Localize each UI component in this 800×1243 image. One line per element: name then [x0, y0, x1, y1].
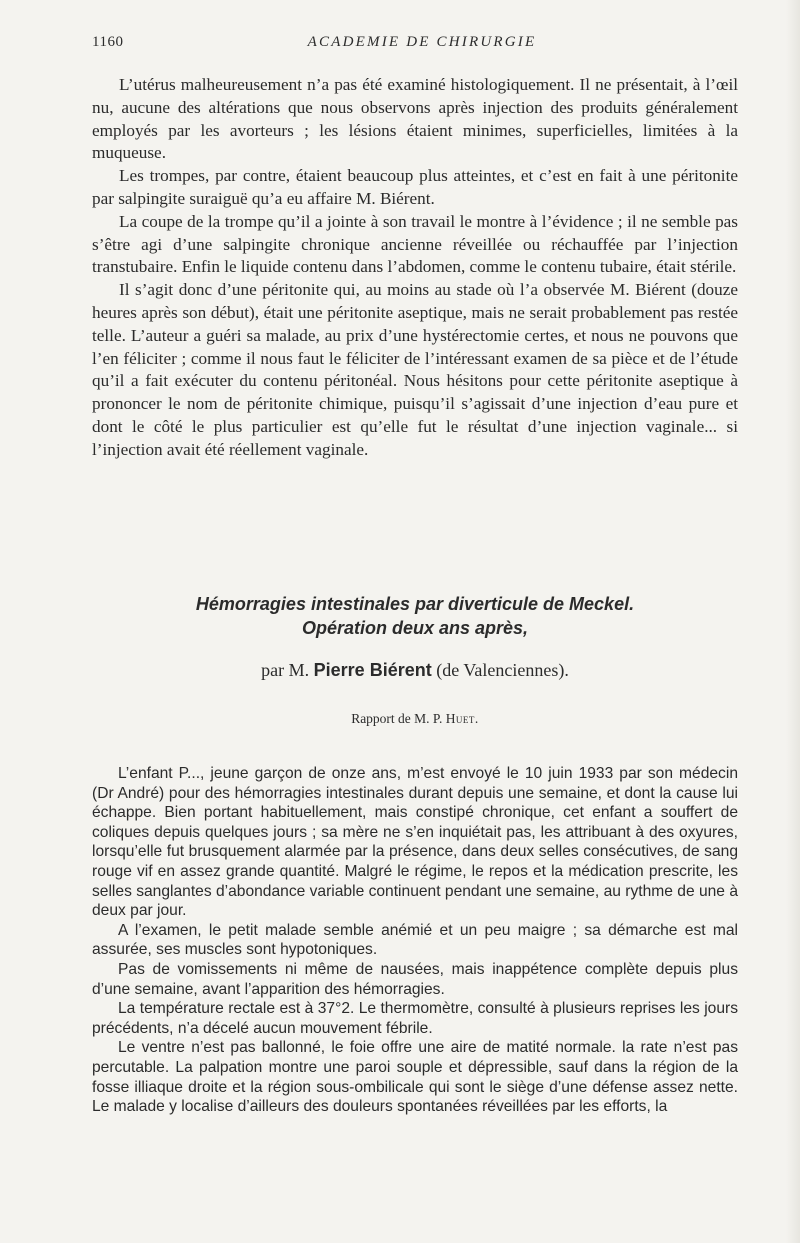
report-conclusion-text: [92, 74, 738, 462]
byline: [92, 660, 738, 681]
paragraph: Les trompes, par contre, étaient beaucoup plus atteintes, et c’est en fait à une péritonite par salpingite suraiguë qu’a eu affaire M. Biérent.: [92, 166, 738, 208]
paragraph: Il s’agit donc d’une péritonite qui, au moins au stade où l’a observée M. Biérent (douze heures après son début), était une péritonite aseptique, mais ne serait probablement pas restée telle. L’auteur a guéri sa malade, au prix d’une hystérectomie certes, et nous ne pouvons que l’en féliciter ; comme il nous faut le féliciter de l’intéressant examen de sa pièce et de l’étude qu’il a fait exécuter du contenu péritonéal. Nous hésitons pour cette péritonite aseptique à prononcer le nom de péritonite chimique, puisqu’il s’agissait d’une injection d’eau pure et dont le côté le plus particulier est qu’elle fut le résultat d’une injection vaginale... si l’injection avait été réellement vaginale.: [92, 280, 738, 459]
rapport-name: Huet.: [445, 711, 479, 726]
rapport-line: [92, 711, 738, 727]
paragraph: La température rectale est à 37°2. Le thermomètre, consulté à plusieurs reprises les jours précédents, n’a décelé aucun mouvement fébrile.: [92, 1000, 738, 1037]
rapport-prefix: Rapport de M. P.: [351, 711, 443, 726]
article-title-line: Hémorragies intestinales par diverticule de Meckel.: [195, 594, 635, 614]
paragraph: A l’examen, le petit malade semble anémié et un peu maigre ; sa démarche est mal assurée, ses muscles sont hypotoniques.: [92, 921, 738, 959]
byline-prefix: par M.: [261, 660, 310, 680]
article-title: [92, 592, 738, 640]
paragraph: Le ventre n’est pas ballonné, le foie offre une aire de matité normale. la rate n’est pas percutable. La palpation montre une paroi souple et dépressible, sauf dans la région de la fosse illiaque droite et la région sous-ombilicale qui sont le siège d’une défense assez nette. Le malade y localise d’ailleurs des douleurs spontanées réveillées par les efforts, la: [92, 1039, 738, 1116]
byline-suffix: (de Valenciennes).: [436, 660, 569, 680]
paragraph: La coupe de la trompe qu’il a jointe à son travail le montre à l’évidence ; il ne semble pas s’être agi d’une salpingite chronique ancienne réveillée ou réchauffée par l’injection transtubaire. Enfin le liquide contenu dans l’abdomen, comme le contenu tubaire, était stérile.: [92, 211, 738, 277]
article-title-line: Opération deux ans après,: [301, 618, 529, 638]
case-report-text: [92, 764, 738, 1117]
page-edge-shadow: [786, 0, 800, 1243]
author-name: Pierre Biérent: [313, 660, 432, 680]
running-title: ACADEMIE DE CHIRURGIE: [307, 34, 537, 50]
paragraph: L’utérus malheureusement n’a pas été examiné histologiquement. Il ne présentait, à l’œil nu, aucune des altérations que nous observons après injection des produits généralement employés par les avorteurs ; les lésions étaient minimes, superficielles, limitées à la muqueuse.: [92, 75, 738, 163]
paragraph: L’enfant P..., jeune garçon de onze ans, m’est envoyé le 10 juin 1933 par son médecin (Dr André) pour des hémorragies intestinales durant depuis une semaine, et dont la cause lui échappe. Bien portant habituellement, mais constipé chronique, cet enfant a souffert de coliques depuis quelques jours ; sa mère ne s’en inquiétait pas, les attribuant à des oxyures, lorsqu’elle fut brusquement alarmée par la présence, dans deux selles consécutives, de sang rouge vif en assez grande quantité. Malgré le régime, le repos et la médication prescrite, les selles sanglantes d’abondance variable continuent pendant une semaine, au rythme de une à deux par jour.: [92, 765, 738, 920]
page-header: [92, 34, 752, 58]
page-number: 1160: [92, 34, 124, 50]
paragraph: Pas de vomissements ni même de nausées, mais inappétence complète depuis plus d’une semaine, avant l’apparition des hémorragies.: [92, 960, 738, 998]
